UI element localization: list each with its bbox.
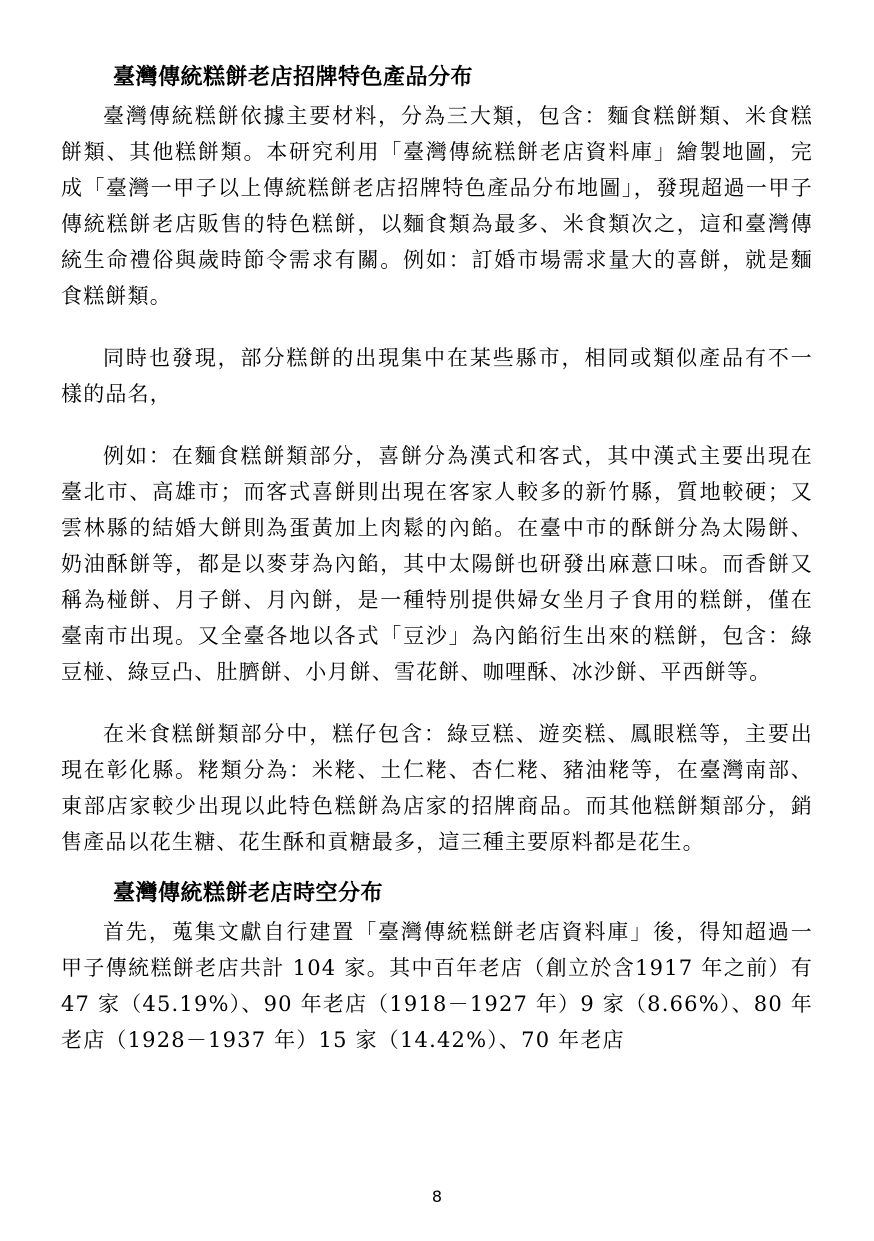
document-page [61,58,813,1058]
section-heading-spatiotemporal: 臺灣傳統糕餅老店時空分布 [113,881,384,906]
page-number: 8 [431,1187,443,1206]
paragraph-wheat-pastries: 例如：在麵食糕餅類部分，喜餅分為漢式和客式，其中漢式主要出現在臺北市、高雄市；而客式喜餅則出現在客家人較多的新竹縣，質地較硬；又雲林縣的結婚大餅則為蛋黃加上肉鬆的內餡。在臺中市的酥餅分為太陽餅、奶油酥餅等，都是以麥芽為內餡，其中太陽餅也研發出麻薏口味。而香餅又稱為椪餅、月子餅、月內餅，是一種特別提供婦女坐月子食用的糕餅，僅在臺南市出現。又全臺各地以各式「豆沙」為內餡衍生出來的糕餅，包含：綠豆椪、綠豆凸、肚臍餅、小月餅、雪花餅、咖哩酥、冰沙餅、平西餅等。 [61,444,813,684]
paragraph-gap [61,314,813,340]
paragraph-shop-statistics: 首先，蒐集文獻自行建置「臺灣傳統糕餅老店資料庫」後，得知超過一甲子傳統糕餅老店共計 104 家。其中百年老店（創立於含1917 年之前）有 47 家（45.19%）、90 年老店（1918－1927 年）9 家（8.66%）、80 年老店（1928－1937 年）15 家（14.42%）、70 年老店 [61,920,813,1052]
paragraph-gap [61,412,813,438]
paragraph-naming: 同時也發現，部分糕餅的出現集中在某些縣市，相同或類似產品有不一樣的品名， [61,346,813,406]
paragraph-gap [61,690,813,716]
paragraph-categories: 臺灣傳統糕餅依據主要材料，分為三大類，包含：麵食糕餅類、米食糕餅類、其他糕餅類。本研究利用「臺灣傳統糕餅老店資料庫」繪製地圖，完成「臺灣一甲子以上傳統糕餅老店招牌特色產品分布地圖」，發現超過一甲子傳統糕餅老店販售的特色糕餅，以麵食類為最多、米食類次之，這和臺灣傳統生命禮俗與歲時節令需求有關。例如：訂婚市場需求量大的喜餅，就是麵食糕餅類。 [61,104,813,308]
paragraph-rice-pastries: 在米食糕餅類部分中，糕仔包含：綠豆糕、遊奕糕、鳳眼糕等，主要出現在彰化縣。粩類分為：米粩、土仁粩、杏仁粩、豬油粩等，在臺灣南部、東部店家較少出現以此特色糕餅為店家的招牌商品。而其他糕餅類部分，銷售產品以花生糖、花生酥和貢糖最多，這三種主要原料都是花生。 [61,722,813,854]
paragraph-gap [61,860,813,874]
section-heading-signature-products: 臺灣傳統糕餅老店招牌特色產品分布 [113,65,474,90]
